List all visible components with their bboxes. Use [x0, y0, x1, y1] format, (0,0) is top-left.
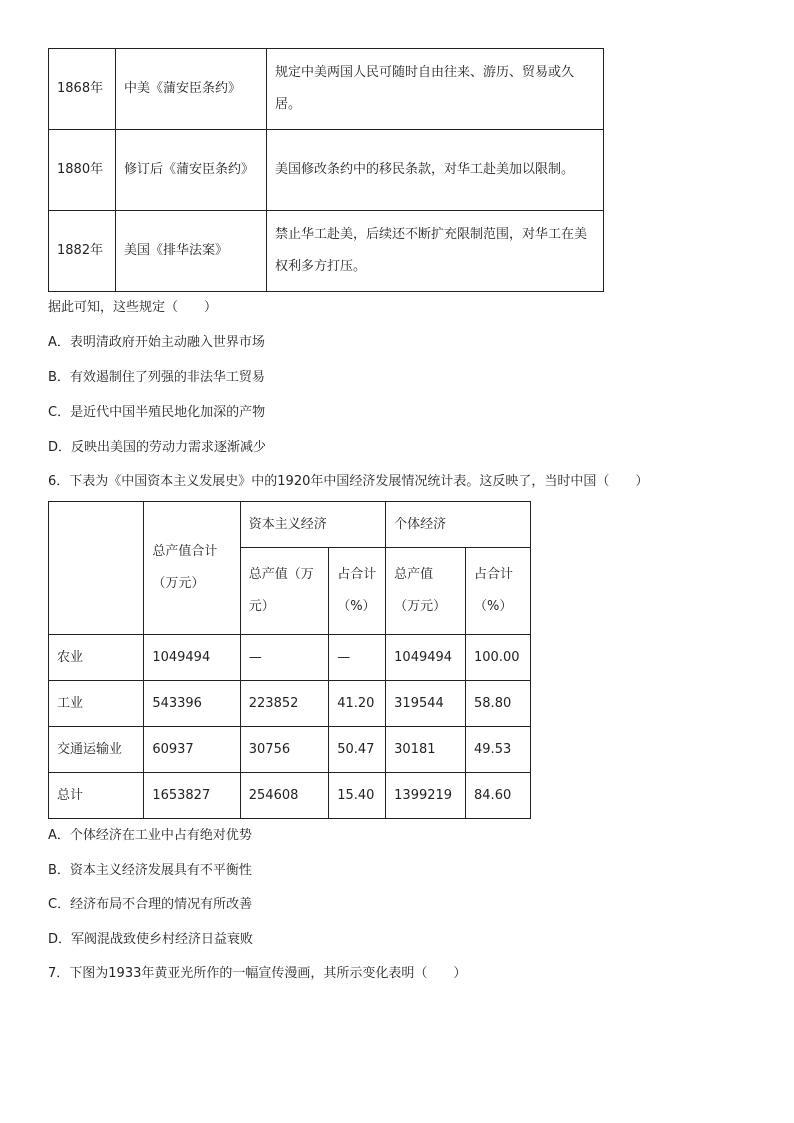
ind-share-cell: 49.53 — [466, 727, 531, 773]
content-cell: 美国修改条约中的移民条款，对华工赴美加以限制。 — [267, 130, 604, 211]
ind-output-cell: 1399219 — [386, 773, 466, 819]
table-row — [49, 727, 531, 773]
content-cell: 禁止华工赴美，后续还不断扩充限制范围，对华工在美权利多方打压。 — [267, 211, 604, 292]
q5-stem: 据此可知，这些规定（ ） — [48, 300, 218, 315]
total-cell: 60937 — [144, 727, 240, 773]
table-row — [49, 49, 604, 130]
individual-header: 个体经济 — [386, 502, 531, 548]
treaty-cell: 美国《排华法案》 — [116, 211, 267, 292]
q5-option-a: A．表明清政府开始主动融入世界市场 — [48, 335, 265, 350]
empty-header-cell — [49, 502, 144, 635]
ind-output-cell: 319544 — [386, 681, 466, 727]
cap-output-cell: 223852 — [240, 681, 328, 727]
q6-stem: 6．下表为《中国资本主义发展史》中的1920年中国经济发展情况统计表。这反映了，当时中国（ ） — [48, 474, 649, 489]
total-cell: 543396 — [144, 681, 240, 727]
table-row — [49, 211, 604, 292]
ind-output-cell: 30181 — [386, 727, 466, 773]
table-row — [49, 681, 531, 727]
cap-share-cell: 50.47 — [329, 727, 386, 773]
q5-option-b: B．有效遏制住了列强的非法华工贸易 — [48, 370, 265, 385]
table-row — [49, 773, 531, 819]
q6-option-d: D．军阀混战致使乡村经济日益衰败 — [48, 932, 254, 947]
cap-output-cell: 30756 — [240, 727, 328, 773]
cap-output-header: 总产值（万元） — [240, 548, 328, 635]
year-cell: 1868年 — [49, 49, 116, 130]
cap-share-cell: — — [329, 635, 386, 681]
q6-option-b: B．资本主义经济发展具有不平衡性 — [48, 863, 252, 878]
ind-share-cell: 84.60 — [466, 773, 531, 819]
q5-option-c: C．是近代中国半殖民地化加深的产物 — [48, 405, 266, 420]
ind-share-header: 占合计（%） — [466, 548, 531, 635]
table-row — [49, 130, 604, 211]
ind-share-cell: 58.80 — [466, 681, 531, 727]
sector-cell: 总计 — [49, 773, 144, 819]
ind-output-cell: 1049494 — [386, 635, 466, 681]
total-cell: 1653827 — [144, 773, 240, 819]
q5-option-d: D．反映出美国的劳动力需求逐渐减少 — [48, 440, 267, 455]
year-cell: 1880年 — [49, 130, 116, 211]
cap-output-cell: 254608 — [240, 773, 328, 819]
treaty-cell: 修订后《蒲安臣条约》 — [116, 130, 267, 211]
ind-output-header: 总产值（万元） — [386, 548, 466, 635]
total-output-header: 总产值合计（万元） — [144, 502, 240, 635]
table-row — [49, 635, 531, 681]
sector-cell: 交通运输业 — [49, 727, 144, 773]
treaty-cell: 中美《蒲安臣条约》 — [116, 49, 267, 130]
cap-share-cell: 41.20 — [329, 681, 386, 727]
economy-table — [48, 501, 531, 819]
cap-share-cell: 15.40 — [329, 773, 386, 819]
ind-share-cell: 100.00 — [466, 635, 531, 681]
total-cell: 1049494 — [144, 635, 240, 681]
q6-option-c: C．经济布局不合理的情况有所改善 — [48, 897, 253, 912]
treaty-table — [48, 48, 604, 292]
q7-stem: 7．下图为1933年黄亚光所作的一幅宣传漫画，其所示变化表明（ ） — [48, 966, 467, 981]
content-cell: 规定中美两国人民可随时自由往来、游历、贸易或久居。 — [267, 49, 604, 130]
sector-cell: 工业 — [49, 681, 144, 727]
cap-output-cell: — — [240, 635, 328, 681]
year-cell: 1882年 — [49, 211, 116, 292]
q6-option-a: A．个体经济在工业中占有绝对优势 — [48, 828, 252, 843]
cap-share-header: 占合计（%） — [329, 548, 386, 635]
table-header-row — [49, 502, 531, 548]
capitalist-header: 资本主义经济 — [240, 502, 385, 548]
sector-cell: 农业 — [49, 635, 144, 681]
